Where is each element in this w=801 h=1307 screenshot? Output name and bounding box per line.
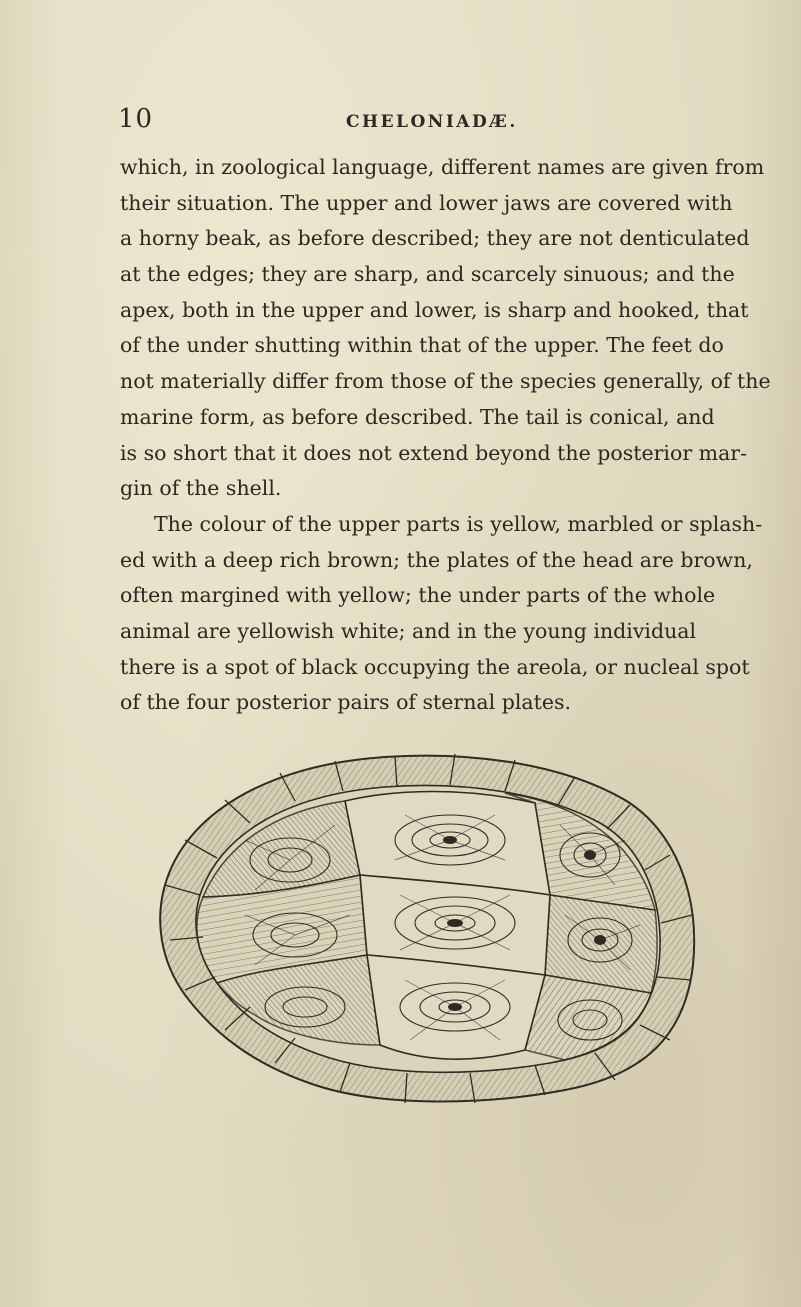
text-line: which, in zoological language, different names are given from [120,155,765,179]
text-line: of the four posterior pairs of sternal plates. [120,690,572,715]
text-line: apex, both in the upper and lower, is sharp and hooked, that [120,297,749,322]
text-line: is so short that it does not extend beyond the posterior mar- [120,440,748,465]
text-line: gin of the shell. [120,476,282,501]
text-line: at the edges; they are sharp, and scarcely sinuous; and the [120,262,735,287]
turtle-shell-engraving [145,745,705,1120]
turtle-shell-illustration [145,745,705,1120]
text-line: not materially differ from those of the species generally, of the [120,369,771,394]
text-line: animal are yellowish white; and in the young individual [120,618,697,643]
page-header [118,104,678,144]
running-head: CHELONIADÆ. [346,112,518,132]
text-line: ed with a deep rich brown; the plates of the head are brown, [120,547,753,572]
text-line: The colour of the upper parts is yellow, marbled or splash- [154,511,763,536]
text-line: a horny beak, as before described; they are not denticulated [120,226,750,251]
text-line: their situation. The upper and lower jaws are covered with [120,190,733,215]
page-number: 10 [118,104,154,134]
body-text [120,150,771,721]
text-line: of the under shutting within that of the upper. The feet do [120,333,724,358]
text-line: marine form, as before described. The tail is conical, and [120,404,715,429]
text-line: often margined with yellow; the under parts of the whole [120,583,716,608]
text-line: there is a spot of black occupying the areola, or nucleal spot [120,654,750,679]
